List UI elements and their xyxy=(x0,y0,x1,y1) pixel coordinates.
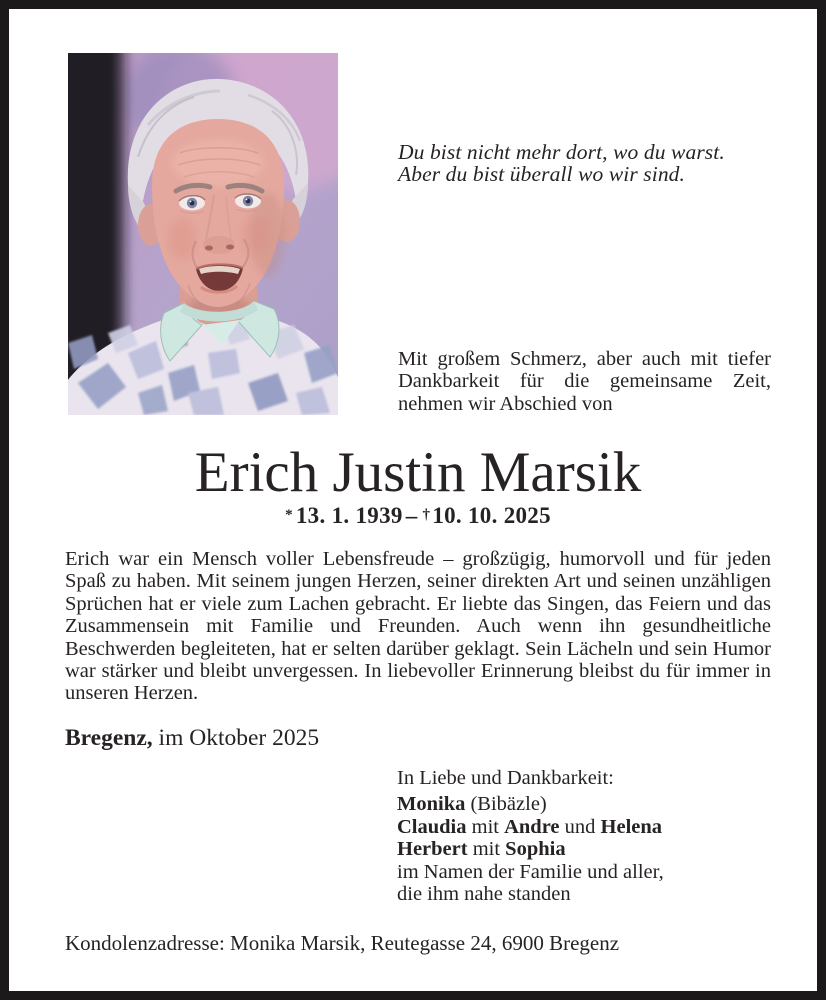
mourner-line-family-1: im Namen der Familie und aller, xyxy=(397,860,664,883)
quote-line-2: Aber du bist überall wo wir sind. xyxy=(398,162,685,186)
place-name: Bregenz, xyxy=(65,725,153,751)
place-date-line xyxy=(65,725,565,752)
dates-separator: – xyxy=(405,503,418,528)
intro-text: Mit großem Schmerz, aber auch mit tiefer Dankbarkeit für die gemeinsame Zeit, nehmen wir Abschied von xyxy=(398,348,771,415)
birth-star-symbol: * xyxy=(285,507,293,523)
portrait-photo xyxy=(68,53,338,415)
farewell-block xyxy=(397,767,777,905)
death-date: 10. 10. 2025 xyxy=(432,503,551,528)
life-dates xyxy=(60,503,776,529)
memorial-quote xyxy=(398,141,788,185)
condolence-address: Kondolenzadresse: Monika Marsik, Reutegasse 24, 6900 Bregenz xyxy=(65,931,620,955)
birth-date: 13. 1. 1939 xyxy=(295,503,403,528)
deceased-name: Erich Justin Marsik xyxy=(194,441,642,504)
mourner-line-herbert: Herbert mit Sophia xyxy=(397,838,566,861)
mourner-line-claudia: Claudia mit Andre und Helena xyxy=(397,815,663,838)
obituary-text: Erich war ein Mensch voller Lebensfreude – großzügig, humorvoll und für jeden Spaß zu haben. Mit seinem jungen Herzen, seiner direkten Art und seinen unzähligen Sprüchen hat er viele zum Lachen gebracht. Er liebte das Singen, das Feiern und das Zusammensein mit Familie und Freunden. Auch wenn ihn gesundheitliche Beschwerden begleiteten, hat er selten darüber geklagt. Sein Lächeln und sein Humor war stärker und bleibt unvergessen. In liebevoller Erinnerung bleibst du für immer in unseren Herzen. xyxy=(65,548,771,705)
mourner-line-family-2: die ihm nahe standen xyxy=(397,883,571,906)
farewell-heading: In Liebe und Dankbarkeit: xyxy=(397,767,614,789)
death-cross-symbol: † xyxy=(422,507,431,523)
date-text: im Oktober 2025 xyxy=(152,725,320,751)
quote-line-1: Du bist nicht mehr dort, wo du warst. xyxy=(398,140,725,164)
mourner-line-monika: Monika (Bibäzle) xyxy=(397,793,547,816)
